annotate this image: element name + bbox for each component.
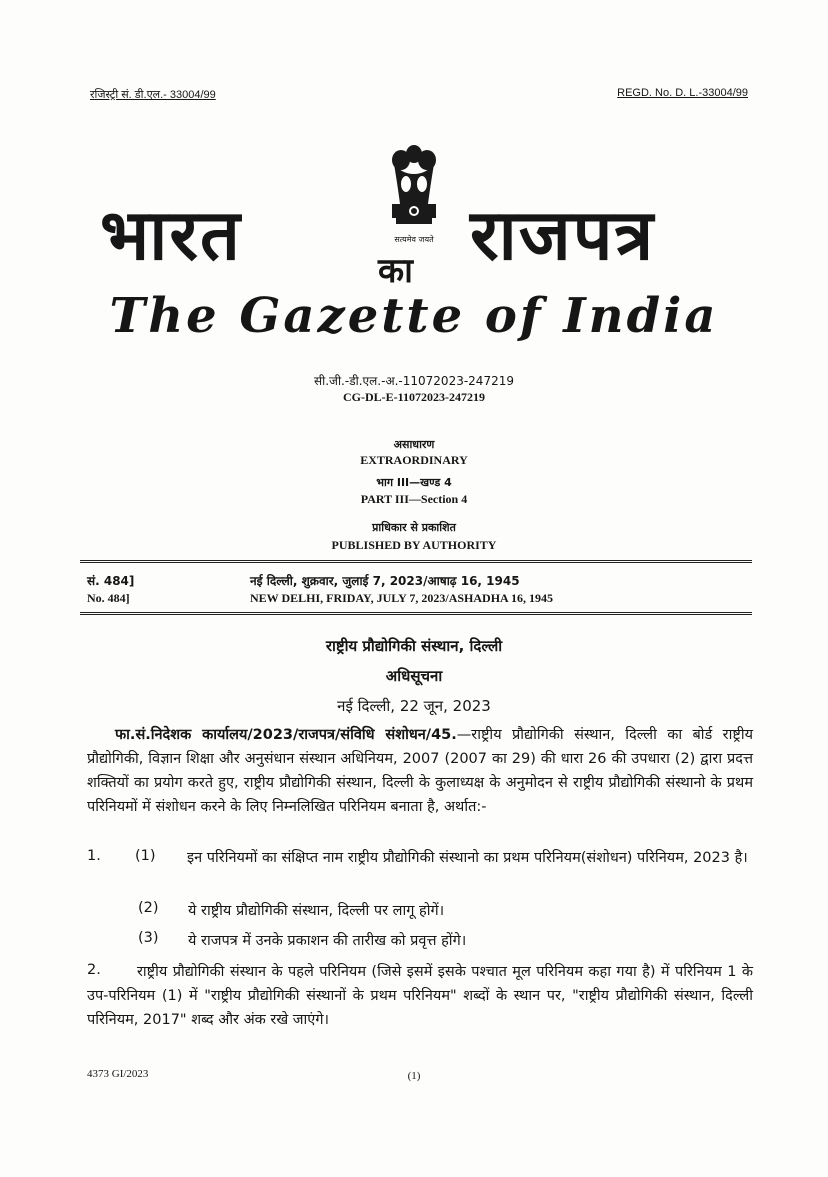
extraordinary-english: EXTRAORDINARY <box>360 453 468 467</box>
registration-number-hindi: रजिस्ट्री सं. डी.एल.- 33004/99 <box>90 89 216 101</box>
intro-paragraph <box>87 723 753 819</box>
clause-2-number: 2. <box>87 962 101 978</box>
place-date: नई दिल्ली, 22 जून, 2023 <box>337 697 491 715</box>
masthead-hindi-right: राजपत्र <box>470 194 656 276</box>
national-emblem <box>374 140 454 252</box>
cg-code-english: CG-DL-E-11072023-247219 <box>343 390 485 404</box>
cg-code-hindi: सी.जी.-डी.एल.-अ.-11072023-247219 <box>314 374 514 388</box>
bottom-rule <box>80 612 752 615</box>
clause-1-sub-1-text: इन परिनियमों का संक्षिप्त नाम राष्ट्रीय प्रौद्योगिकी संस्थानो का प्रथम परिनियम(संशोधन) परिनियम, 2023 है। <box>187 850 748 866</box>
masthead-hindi-mid: का <box>378 251 413 291</box>
part-english: PART III—Section 4 <box>360 492 468 506</box>
registration-number-english: REGD. No. D. L.-33004/99 <box>617 87 748 99</box>
gazette-code: 4373 GI/2023 <box>87 1068 149 1080</box>
authority-hindi: प्राधिकार से प्रकाशित <box>372 521 456 534</box>
issue-date-english: NEW DELHI, FRIDAY, JULY 7, 2023/ASHADHA 16, 1945 <box>250 591 554 605</box>
page-number: (1) <box>407 1070 421 1082</box>
clause-1-sub-2-label: (2) <box>138 900 159 916</box>
clause-1-sub-1-label: (1) <box>135 848 156 864</box>
part-hindi: भाग III—खण्ड 4 <box>376 476 452 489</box>
authority-english: PUBLISHED BY AUTHORITY <box>331 538 497 552</box>
notification-heading: अधिसूचना <box>385 667 443 685</box>
clause-1-number: 1. <box>87 848 101 864</box>
intro-text: —राष्ट्रीय प्रौद्योगिकी संस्थान, दिल्ली का बोर्ड राष्ट्रीय प्रौद्योगिकी, विज्ञान शिक्षा और अनुसंधान संस्थान अधिनियम, 2007 (2007 का 29) की धारा 26 की उपधारा (2) द्वारा प्रदत्त शक्तियों का प्रयोग करते हुए, राष्ट्रीय प्रौद्योगिकी संस्थान, दिल्ली के कुलाध्यक्ष के अनुमोदन से राष्ट्रीय प्रौद्योगिकी संस्थानो के प्रथम परिनियमों में संशोधन करने के लिए निम्नलिखित परिनियम बनाता है, अर्थात:- <box>87 727 753 815</box>
emblem-motto: सत्यमेव जयते <box>394 235 434 244</box>
issue-number-english: No. 484] <box>87 591 130 605</box>
institute-name: राष्ट्रीय प्रौद्योगिकी संस्थान, दिल्ली <box>325 637 503 655</box>
masthead-hindi-left: भारत <box>100 194 242 276</box>
extraordinary-hindi: असाधारण <box>393 438 435 451</box>
issue-number-hindi: सं. 484] <box>87 574 135 588</box>
clause-1-sub-2-text: ये राष्ट्रीय प्रौद्योगिकी संस्थान, दिल्ली पर लागू होगें। <box>188 903 445 919</box>
file-number: फा.सं.निदेशक कार्यालय/2023/राजपत्र/संविधि संशोधन/45. <box>115 727 457 743</box>
top-rule <box>80 560 752 563</box>
masthead-english: The Gazette of India <box>109 288 719 344</box>
issue-date-hindi: नई दिल्ली, शुक्रवार, जुलाई 7, 2023/आषाढ़ 16, 1945 <box>250 574 520 588</box>
clause-1-sub-3-label: (3) <box>138 930 159 946</box>
clause-1-sub-3-text: ये राजपत्र में उनके प्रकाशन की तारीख को प्रवृत्त होंगे। <box>188 933 467 949</box>
clause-2-text: राष्ट्रीय प्रौद्योगिकी संस्थान के पहले परिनियम (जिसे इसमें इसके पश्चात मूल परिनियम कहा गया है) में परिनियम 1 के उप-परिनियम (1) में "राष्ट्रीय प्रौद्योगिकी संस्थानों के प्रथम परिनियम" शब्दों के स्थान पर, "राष्ट्रीय प्रौद्योगिकी संस्थान, दिल्ली परिनियम, 2017" शब्द और अंक रखे जाएंगे। <box>87 964 753 1028</box>
